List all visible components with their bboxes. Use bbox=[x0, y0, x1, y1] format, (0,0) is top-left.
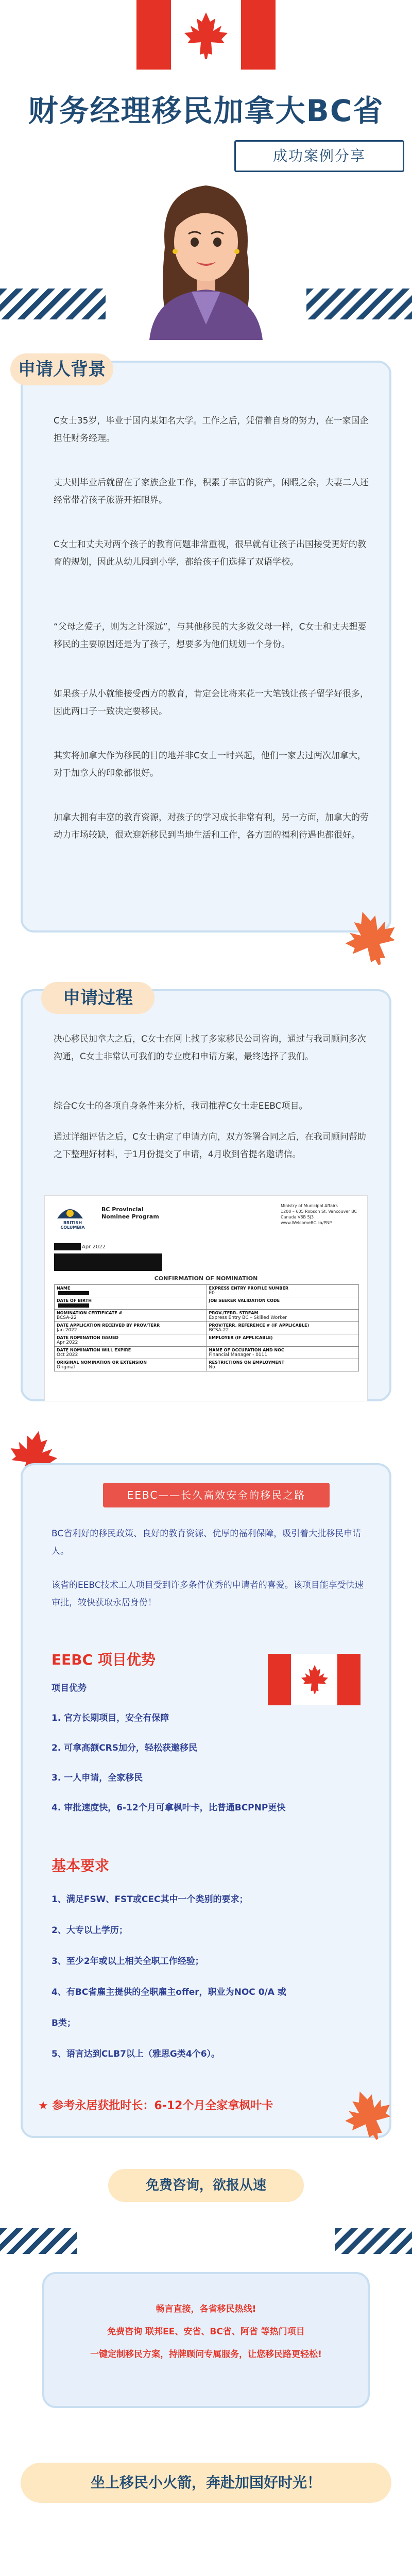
ministry-address: Ministry of Municipal Affairs 1200 – 605 Robson St, Vancouver BC Canada V6B 5J3 www.WelcomeBC.ca/PNP bbox=[281, 1204, 357, 1225]
canada-flag-icon bbox=[268, 1654, 360, 1705]
nomination-certificate bbox=[44, 1195, 368, 1401]
certificate-row bbox=[55, 1322, 359, 1334]
certificate-date: Apr 2022 bbox=[82, 1244, 106, 1250]
certificate-cell bbox=[207, 1297, 359, 1310]
certificate-cell-label: PROV./TERR. STREAM bbox=[209, 1311, 259, 1315]
certificate-cell-label: NAME bbox=[57, 1286, 71, 1291]
certificate-cell-value: Apr 2022 bbox=[57, 1340, 78, 1345]
certificate-cell bbox=[55, 1297, 207, 1310]
certificate-cell-label: EXPRESS ENTRY PROFILE NUMBER bbox=[209, 1286, 288, 1291]
certificate-row bbox=[55, 1359, 359, 1371]
certificate-cell bbox=[55, 1359, 207, 1371]
redaction bbox=[58, 1291, 89, 1295]
eebc-intro-1: BC省利好的移民政策、良好的教育资源、优厚的福利保障，吸引着大批移民申请人。 bbox=[52, 1529, 362, 1556]
bc-crest-icon bbox=[55, 1203, 85, 1221]
maple-leaf-icon bbox=[340, 2087, 397, 2143]
canada-flag bbox=[136, 0, 276, 70]
certificate-cell-value: BCSA-22 bbox=[209, 1328, 229, 1333]
certificate-cell-label: ORIGINAL NOMINATION OR EXTENSION bbox=[57, 1360, 147, 1365]
free-consult-button[interactable]: 免费咨询，欲报从速 bbox=[108, 2169, 304, 2202]
advantage-item: 4. 审批速度快，6-12个月可拿枫叶卡，比普通BCPNP更快 bbox=[52, 1803, 286, 1813]
certificate-cell bbox=[207, 1334, 359, 1347]
avatar bbox=[134, 170, 278, 340]
process-paragraph-3: 通过详细评估之后，C女士确定了申请方向，双方签署合同之后，在我司顾问帮助之下整理好材料，于1月份提交了申请，4月收到省提名邀请信。 bbox=[54, 1132, 366, 1160]
certificate-cell bbox=[55, 1322, 207, 1334]
requirement-item: 2、大专以上学历； bbox=[52, 1925, 128, 1936]
certificate-table bbox=[54, 1284, 359, 1371]
certificate-cell-label: NOMINATION CERTIFICATE # bbox=[57, 1311, 123, 1315]
requirement-item: 4、有BC省雇主提供的全职雇主offer，职业为NOC 0/A 或 bbox=[52, 1987, 286, 1997]
certificate-cell-value: Financial Manager - 0111 bbox=[209, 1352, 268, 1358]
bg-paragraph-2: 丈夫则毕业后就留在了家族企业工作，积累了丰富的资产，闲暇之余，夫妻二人还经常带着孩子旅游开拓眼界。 bbox=[54, 478, 369, 505]
eebc-tab-title: EEBC——长久高效安全的移民之路 bbox=[103, 1483, 330, 1507]
bc-logo-text: BRITISH COLUMBIA bbox=[60, 1221, 85, 1230]
program-name: BC Provincial Nominee Program bbox=[101, 1206, 159, 1220]
certificate-cell bbox=[55, 1347, 207, 1359]
eebc-advantage-subtitle: 项目优势 bbox=[52, 1683, 87, 1693]
final-slogan: 坐上移民小火箭，奔赴加国好时光！ bbox=[21, 2463, 391, 2503]
hotline-line-1: 畅言直接，各省移民热线! bbox=[156, 2304, 256, 2314]
certificate-cell-label: DATE APPLICATION RECEIVED BY PROV/TERR bbox=[57, 1323, 160, 1328]
bg-paragraph-6: 其实将加拿大作为移民的目的地并非C女士一时兴起，他们一家去过两次加拿大，对于加拿大的印象都很好。 bbox=[54, 751, 366, 778]
bg-paragraph-3: C女士和丈夫对两个孩子的教育问题非常重视，很早就有让孩子出国接受更好的教育的规划，因此从幼儿园到小学，都给孩子们选择了双语学校。 bbox=[54, 539, 366, 567]
maple-leaf-icon bbox=[180, 9, 232, 61]
certificate-cell bbox=[207, 1285, 359, 1297]
advantage-item: 3. 一人申请，全家移民 bbox=[52, 1773, 143, 1783]
certificate-cell-label: EMPLOYER (IF APPLICABLE) bbox=[209, 1335, 273, 1340]
approval-time-note: ★ 参考永居获批时长：6-12个月全家拿枫叶卡 bbox=[38, 2099, 273, 2112]
certificate-cell-value: Jan 2022 bbox=[57, 1328, 77, 1333]
decor-stripes-left bbox=[0, 289, 106, 319]
certificate-cell bbox=[55, 1334, 207, 1347]
hotline-line-3: 一键定制移民方案，持牌顾问专属服务，让您移民路更轻松! bbox=[90, 2349, 322, 2360]
certificate-row bbox=[55, 1297, 359, 1310]
bg-paragraph-7: 加拿大拥有丰富的教育资源，对孩子的学习成长非常有利，另一方面，加拿大的劳动力市场较缺，很欢迎新移民到当地生活和工作，各方面的福利待遇也都很好。 bbox=[54, 812, 369, 840]
certificate-cell-value: Original bbox=[57, 1365, 75, 1370]
certificate-cell-value: Express Entry BC – Skilled Worker bbox=[209, 1315, 287, 1320]
requirements-title: 基本要求 bbox=[52, 1857, 110, 1874]
advantage-item: 1. 官方长期项目，安全有保障 bbox=[52, 1713, 169, 1723]
certificate-row bbox=[55, 1347, 359, 1359]
requirement-item: 3、至少2年或以上相关全职工作经验； bbox=[52, 1956, 204, 1967]
certificate-cell-label: DATE NOMINATION ISSUED bbox=[57, 1335, 119, 1340]
hotline-box bbox=[42, 2272, 370, 2408]
section-label-process: 申请过程 bbox=[41, 982, 154, 1014]
page-subtitle: 成功案例分享 bbox=[234, 140, 404, 172]
page-title: 财务经理移民加拿大BC省 bbox=[28, 93, 384, 128]
certificate-cell bbox=[207, 1310, 359, 1322]
certificate-row bbox=[55, 1334, 359, 1347]
section-label-background: 申请人背景 bbox=[10, 353, 113, 385]
certificate-cell-label: PROV/TERR. REFERENCE # (IF APPLICABLE) bbox=[209, 1323, 310, 1328]
certificate-row bbox=[55, 1285, 359, 1297]
certificate-cell-label: JOB SEEKER VALIDATION CODE bbox=[209, 1298, 280, 1303]
bg-paragraph-1: C女士35岁，毕业于国内某知名大学。工作之后，凭借着自身的努力，在一家国企担任财务经理。 bbox=[54, 416, 369, 444]
certificate-cell-label: NAME OF OCCUPATION AND NOC bbox=[209, 1348, 284, 1352]
bg-paragraph-4: “父母之爱子，则为之计深远”，与其他移民的大多数父母一样，C女士和丈夫想要移民的主要原因还是为了孩子，想要多为他们规划一个身份。 bbox=[54, 622, 367, 650]
certificate-cell-label: RESTRICTIONS ON EMPLOYMENT bbox=[209, 1360, 285, 1365]
certificate-cell bbox=[55, 1310, 207, 1322]
certificate-cell bbox=[207, 1359, 359, 1371]
certificate-cell bbox=[55, 1285, 207, 1297]
process-paragraph-1: 决心移民加拿大之后，C女士在网上找了多家移民公司咨询，通过与我司顾问多次沟通，C女士非常认可我们的专业度和申请方案，最终选择了我们。 bbox=[54, 1034, 366, 1062]
requirement-item: 1、满足FSW、FST或CEC其中一个类别的要求； bbox=[52, 1894, 248, 1905]
bg-paragraph-5: 如果孩子从小就能接受西方的教育，肯定会比将来花一大笔钱让孩子留学好很多，因此两口子一致决定要移民。 bbox=[54, 689, 369, 717]
certificate-cell-label: DATE OF BIRTH bbox=[57, 1298, 92, 1303]
eebc-advantage-title: EEBC 项目优势 bbox=[52, 1651, 156, 1668]
redaction bbox=[58, 1303, 89, 1308]
certificate-cell-value: No bbox=[209, 1365, 215, 1370]
redaction bbox=[54, 1253, 162, 1271]
maple-leaf-icon bbox=[340, 907, 402, 969]
redaction bbox=[54, 1243, 81, 1250]
advantage-item: 2. 可拿高额CRS加分，轻松获邀移民 bbox=[52, 1743, 198, 1753]
certificate-heading: CONFIRMATION OF NOMINATION bbox=[154, 1275, 258, 1282]
hotline-line-2: 免费咨询 联邦EE、安省、BC省、阿省 等热门项目 bbox=[107, 2327, 305, 2337]
certificate-row bbox=[55, 1310, 359, 1322]
certificate-cell bbox=[207, 1347, 359, 1359]
decor-stripes-right bbox=[335, 2228, 412, 2254]
requirement-item: 5、语言达到CLB7以上（雅思G类4个6）。 bbox=[52, 2049, 220, 2059]
certificate-cell-value: E0 bbox=[209, 1291, 215, 1296]
requirement-item: B类； bbox=[52, 2018, 76, 2028]
decor-stripes-left bbox=[0, 2228, 77, 2254]
certificate-cell bbox=[207, 1322, 359, 1334]
certificate-cell-label: DATE NOMINATION WILL EXPIRE bbox=[57, 1348, 131, 1352]
eebc-intro-2: 该省的EEBC技术工人项目受到许多条件优秀的申请者的喜爱。该项目能享受快速审批，较快获取永居身份！ bbox=[52, 1580, 364, 1608]
process-paragraph-2: 综合C女士的各项自身条件来分析，我司推荐C女士走EEBC项目。 bbox=[54, 1101, 308, 1111]
certificate-cell-value: BCSA-22 bbox=[57, 1315, 77, 1320]
decor-stripes-right bbox=[306, 289, 412, 319]
certificate-cell-value: Oct 2022 bbox=[57, 1352, 78, 1358]
